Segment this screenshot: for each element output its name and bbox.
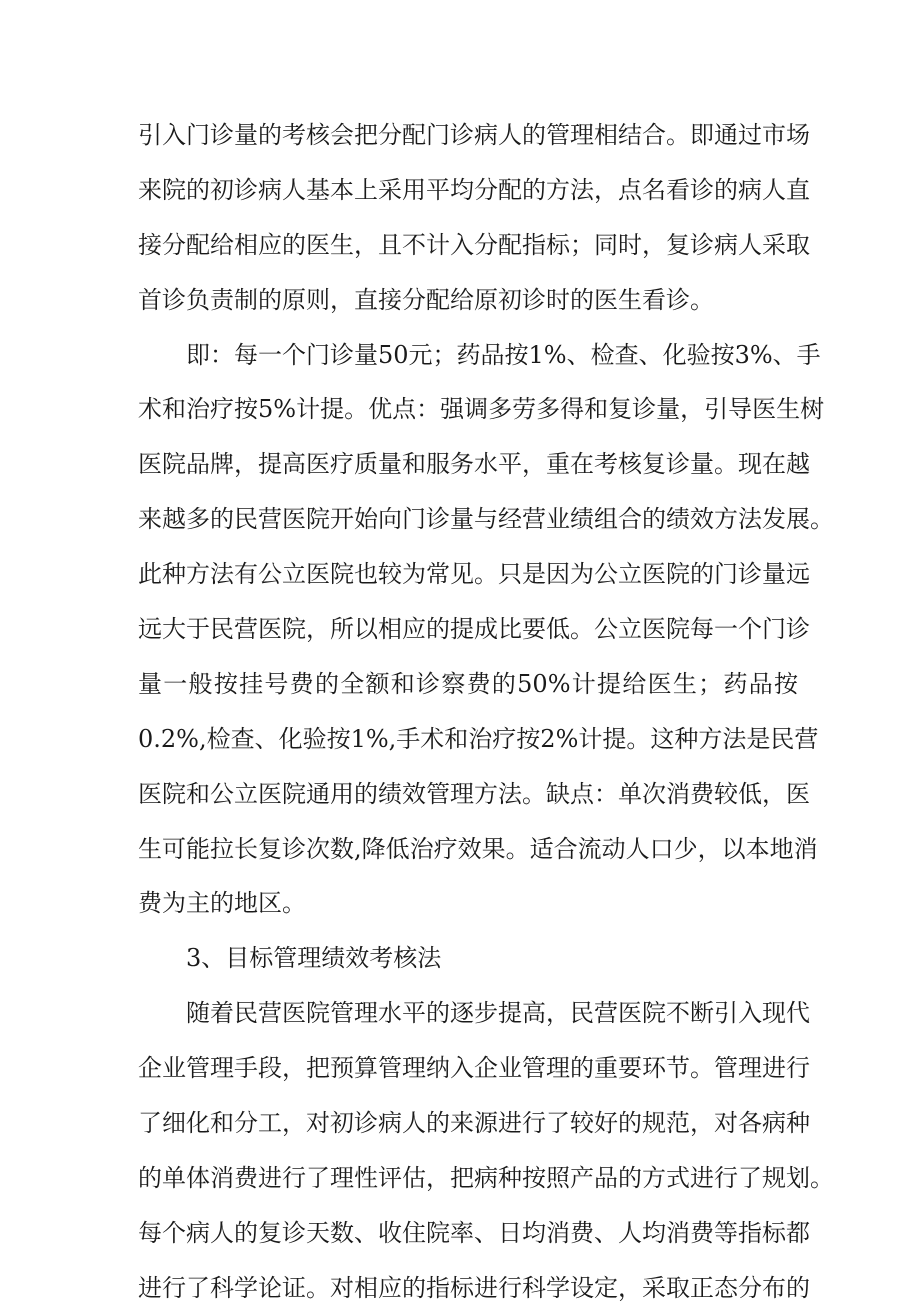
text-line: 了细化和分工，对初诊病人的来源进行了较好的规范，对各病种 — [138, 1109, 810, 1138]
text-line: 量一般按挂号费的全额和诊察费的50%计提给医生；药品按 — [138, 669, 798, 698]
text-line: 远大于民营医院，所以相应的提成比要低。公立医院每一个门诊 — [138, 615, 810, 644]
body-text — [138, 108, 834, 1316]
text-line: 接分配给相应的医生，且不计入分配指标；同时，复诊病人采取 — [138, 230, 810, 259]
text-line: 来越多的民营医院开始向门诊量与经营业绩组合的绩效方法发展。 — [138, 505, 834, 534]
text-line: 企业管理手段，把预算管理纳入企业管理的重要环节。管理进行 — [138, 1054, 810, 1083]
text-line: 来院的初诊病人基本上采用平均分配的方法，点名看诊的病人直 — [138, 175, 810, 204]
text-line: 费为主的地区。 — [138, 889, 306, 918]
text-line: 即：每一个门诊量50元；药品按1%、检查、化验按3%、手 — [186, 340, 821, 369]
text-line: 随着民营医院管理水平的逐步提高，民营医院不断引入现代 — [186, 999, 810, 1028]
text-line: 每个病人的复诊天数、收住院率、日均消费、人均消费等指标都 — [138, 1218, 810, 1247]
text-line: 此种方法有公立医院也较为常见。只是因为公立医院的门诊量远 — [138, 560, 810, 589]
text-line: 医院和公立医院通用的绩效管理方法。缺点：单次消费较低，医 — [138, 779, 810, 808]
text-line: 生可能拉长复诊次数,降低治疗效果。适合流动人口少，以本地消 — [138, 834, 818, 863]
text-line: 术和治疗按5%计提。优点：强调多劳多得和复诊量，引导医生树 — [138, 395, 825, 424]
text-line: 引入门诊量的考核会把分配门诊病人的管理相结合。即通过市场 — [138, 121, 810, 149]
text-line: 0.2%,检查、化验按1%,手术和治疗按2%计提。这种方法是民营 — [138, 724, 819, 753]
text-line: 首诊负责制的原则，直接分配给原初诊时的医生看诊。 — [138, 285, 714, 314]
text-line: 的单体消费进行了理性评估，把病种按照产品的方式进行了规划。 — [138, 1163, 834, 1192]
section-heading: 3、目标管理绩效考核法 — [186, 944, 442, 973]
text-line: 医院品牌，提高医疗质量和服务水平，重在考核复诊量。现在越 — [138, 450, 810, 479]
text-line: 进行了科学论证。对相应的指标进行科学设定，采取正态分布的 — [138, 1273, 810, 1302]
